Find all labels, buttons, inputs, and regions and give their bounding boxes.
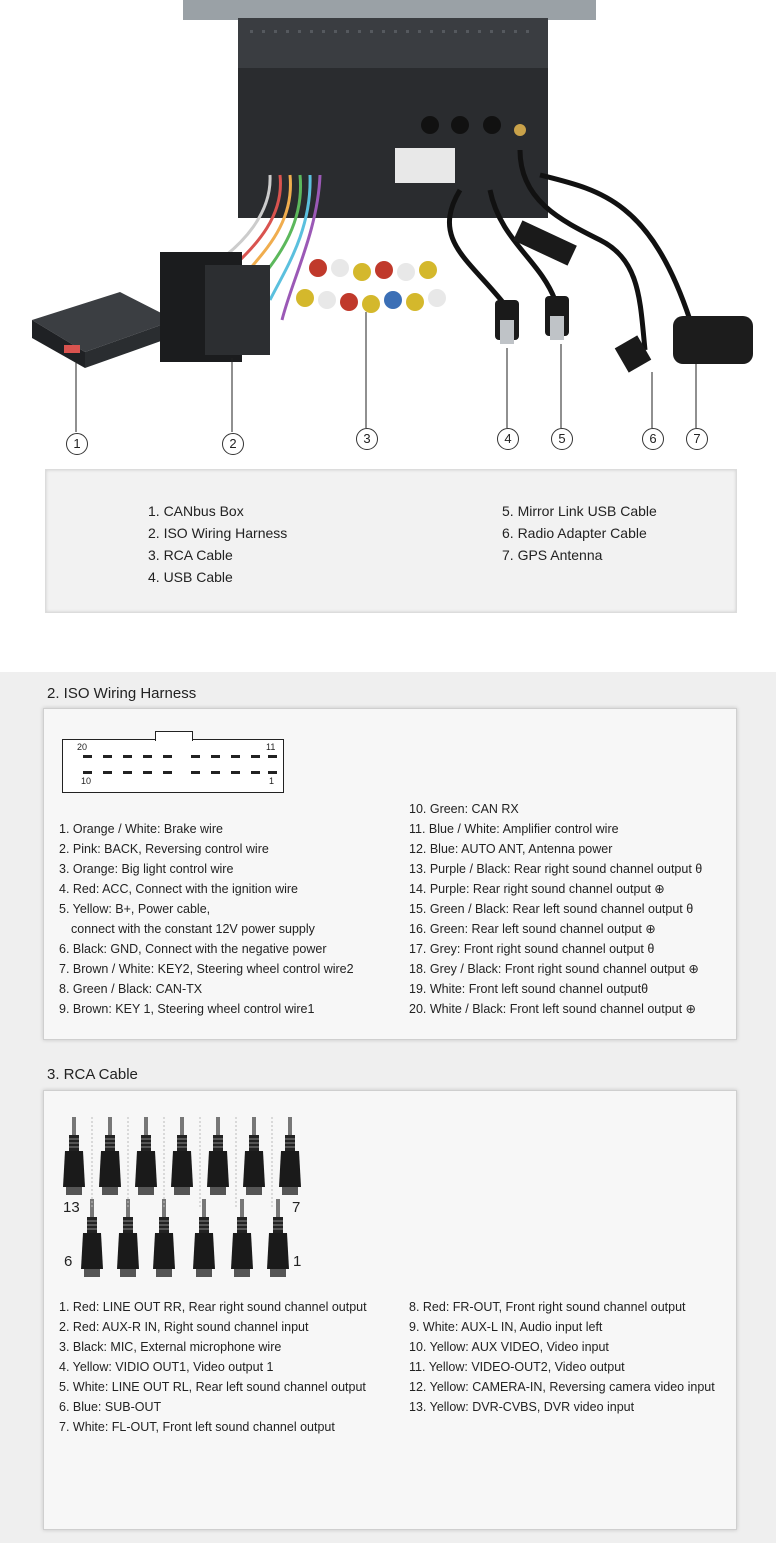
list-item: 3. Orange: Big light control wire (59, 862, 234, 876)
callout-5: 5 (551, 428, 573, 450)
list-item: 5. Yellow: B+, Power cable, (59, 902, 211, 916)
list-item-continued: connect with the constant 12V power supply (71, 922, 315, 936)
list-item: 8. Green / Black: CAN-TX (59, 982, 203, 996)
list-item: 4. Yellow: VIDIO OUT1, Video output 1 (59, 1360, 274, 1374)
product-photo (0, 0, 776, 470)
list-item: 11. Yellow: VIDEO-OUT2, Video output (409, 1360, 625, 1374)
pin-label-20: 20 (77, 742, 88, 752)
list-item: 12. Blue: AUTO ANT, Antenna power (409, 842, 613, 856)
list-item: 3. Black: MIC, External microphone wire (59, 1340, 282, 1354)
list-item: 14. Purple: Rear right sound channel output ⊕ (409, 882, 665, 896)
callout-7: 7 (686, 428, 708, 450)
list-item: 15. Green / Black: Rear left sound channel output θ (409, 902, 694, 916)
legend-item: 4. USB Cable (148, 569, 233, 585)
pin-label-11: 11 (266, 742, 276, 752)
overview-legend (45, 469, 737, 613)
list-item: 1. Red: LINE OUT RR, Rear right sound channel output (59, 1300, 367, 1314)
callout-6: 6 (642, 428, 664, 450)
rca-list-right (409, 1297, 715, 1417)
list-item: 8. Red: FR-OUT, Front right sound channel output (409, 1300, 686, 1314)
iso-section-title: 2. ISO Wiring Harness (47, 685, 197, 702)
list-item: 2. Red: AUX-R IN, Right sound channel input (59, 1320, 309, 1334)
list-item: 18. Grey / Black: Front right sound channel output ⊕ (409, 962, 699, 976)
list-item: 17. Grey: Front right sound channel output θ (409, 942, 655, 956)
legend-item: 2. ISO Wiring Harness (148, 525, 288, 541)
legend-item: 7. GPS Antenna (502, 547, 603, 563)
list-item: 10. Yellow: AUX VIDEO, Video input (409, 1340, 609, 1354)
iso-panel (43, 708, 737, 1040)
pin-label-10: 10 (81, 776, 92, 786)
connector-tab (155, 731, 193, 741)
pin-label-1: 1 (269, 776, 275, 786)
legend-right-column (502, 500, 657, 566)
list-item: 13. Yellow: DVR-CVBS, DVR video input (409, 1400, 635, 1414)
callout-2: 2 (222, 433, 244, 455)
list-item: 7. White: FL-OUT, Front left sound channel output (59, 1420, 335, 1434)
list-item: 9. White: AUX-L IN, Audio input left (409, 1320, 603, 1334)
legend-item: 5. Mirror Link USB Cable (502, 503, 657, 519)
iso-connector-diagram (62, 739, 284, 793)
list-item: 4. Red: ACC, Connect with the ignition wire (59, 882, 299, 896)
callout-4: 4 (497, 428, 519, 450)
list-item: 11. Blue / White: Amplifier control wire (409, 822, 619, 836)
list-item: 7. Brown / White: KEY2, Steering wheel control wire2 (59, 962, 354, 976)
list-item: 9. Brown: KEY 1, Steering wheel control wire1 (59, 1002, 315, 1016)
plug-label-6: 6 (64, 1253, 73, 1270)
list-item: 6. Blue: SUB-OUT (59, 1400, 162, 1414)
legend-item: 3. RCA Cable (148, 547, 233, 563)
list-item: 19. White: Front left sound channel outputθ (409, 982, 649, 996)
rca-list-left (59, 1297, 367, 1437)
list-item: 6. Black: GND, Connect with the negative power (59, 942, 327, 956)
iso-list-right (409, 799, 702, 1019)
plug-label-1: 1 (293, 1253, 302, 1270)
iso-list-left (59, 819, 354, 1019)
accessory-illustration (0, 0, 776, 470)
list-item: 16. Green: Rear left sound channel output ⊕ (409, 922, 656, 936)
plug-label-13: 13 (63, 1199, 80, 1216)
legend-item: 1. CANbus Box (148, 503, 244, 519)
list-item: 10. Green: CAN RX (409, 802, 519, 816)
callout-1: 1 (66, 433, 88, 455)
list-item: 12. Yellow: CAMERA-IN, Reversing camera video input (409, 1380, 715, 1394)
plug-label-7: 7 (292, 1199, 301, 1216)
list-item: 5. White: LINE OUT RL, Rear left sound channel output (59, 1380, 366, 1394)
list-item: 20. White / Black: Front left sound channel output ⊕ (409, 1002, 697, 1016)
legend-left-column (148, 500, 287, 588)
legend-item: 6. Radio Adapter Cable (502, 525, 647, 541)
list-item: 13. Purple / Black: Rear right sound channel output θ (409, 862, 703, 876)
callout-3: 3 (356, 428, 378, 450)
list-item: 1. Orange / White: Brake wire (59, 822, 223, 836)
rca-section-title: 3. RCA Cable (47, 1066, 138, 1083)
rca-panel (43, 1090, 737, 1530)
list-item: 2. Pink: BACK, Reversing control wire (59, 842, 269, 856)
